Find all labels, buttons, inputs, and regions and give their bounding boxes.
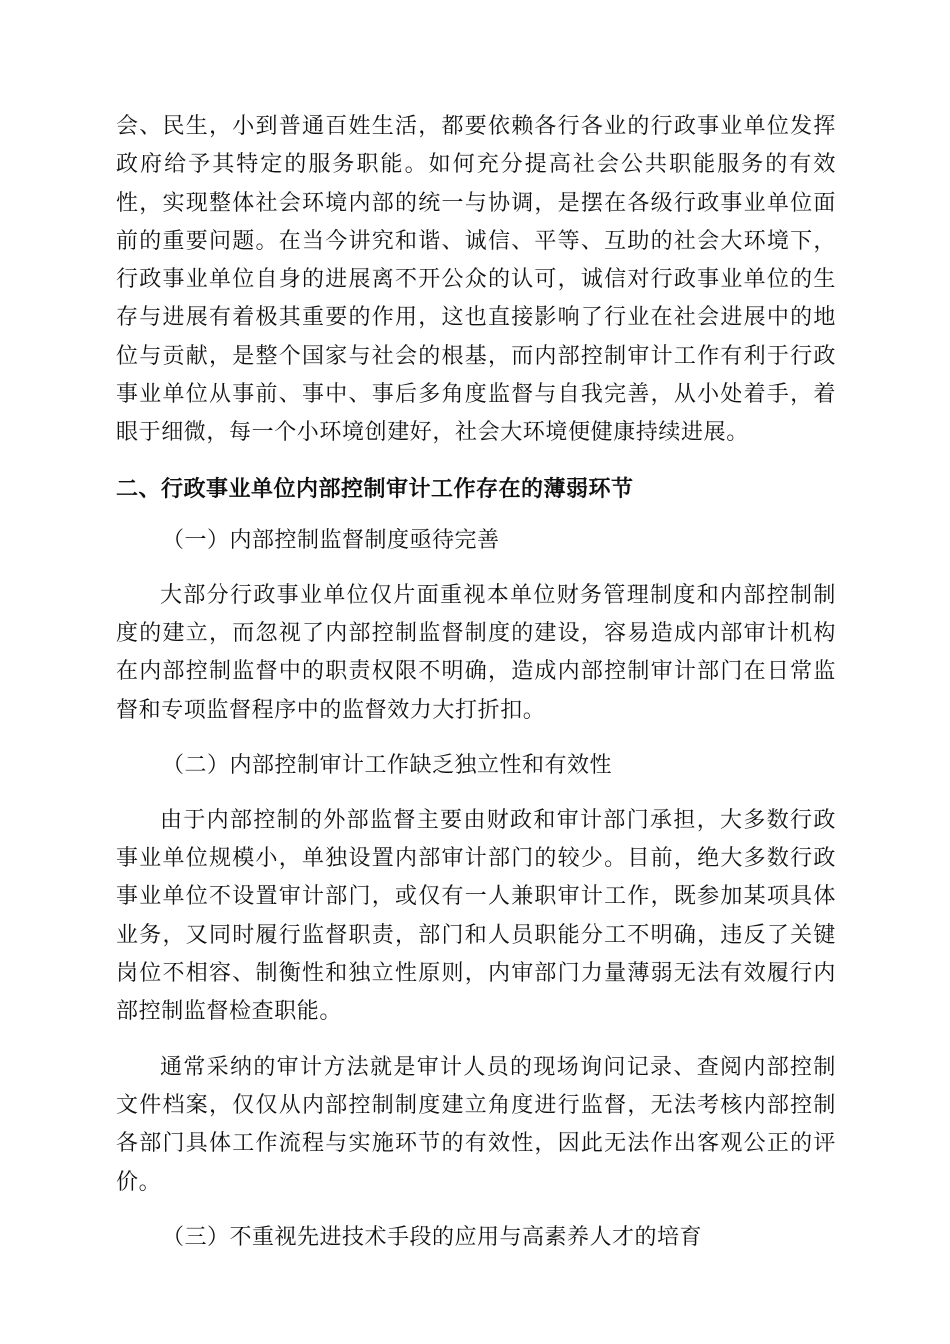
subsection-1-title: （一）内部控制监督制度亟待完善 (162, 527, 500, 553)
section-heading: 二、行政事业单位内部控制审计工作存在的薄弱环节 (116, 475, 634, 502)
intro-paragraph: 会、民生，小到普通百姓生活，都要依赖各行各业的行政事业单位发挥政府给予其特定的服务职能。如何充分提高社会公共职能服务的有效性，实现整体社会环境内部的统一与协调，是摆在各级行政事业单位面前的重要问题。在当今讲究和谐、诚信、平等、互助的社会大环境下，行政事业单位自身的进展离不开公众的认可，诚信对行政事业单位的生存与进展有着极其重要的作用，这也直接影响了行业在社会进展中的地位与贡献，是整个国家与社会的根基，而内部控制审计工作有利于行政事业单位从事前、事中、事后多角度监督与自我完善，从小处着手，着眼于细微，每一个小环境创建好，社会大环境便健康持续进展。 (116, 114, 836, 446)
subsection-2-paragraph-2: 通常采纳的审计方法就是审计人员的现场询问记录、查阅内部控制文件档案，仅仅从内部控制制度建立角度进行监督，无法考核内部控制各部门具体工作流程与实施环节的有效性，因此无法作出客观公正的评价。 (116, 1054, 836, 1195)
subsection-2-title: （二）内部控制审计工作缺乏独立性和有效性 (162, 752, 613, 778)
document-body (116, 108, 836, 1274)
subsection-2-paragraph-1: 由于内部控制的外部监督主要由财政和审计部门承担，大多数行政事业单位规模小，单独设置内部审计部门的较少。目前，绝大多数行政事业单位不设置审计部门，或仅有一人兼职审计工作，既参加某项具体业务，又同时履行监督职责，部门和人员职能分工不明确，违反了关键岗位不相容、制衡性和独立性原则，内审部门力量薄弱无法有效履行内部控制监督检查职能。 (116, 807, 836, 1025)
subsection-3-title: （三）不重视先进技术手段的应用与高素养人才的培育 (162, 1224, 703, 1250)
subsection-1-paragraph: 大部分行政事业单位仅片面重视本单位财务管理制度和内部控制制度的建立，而忽视了内部控制监督制度的建设，容易造成内部审计机构在内部控制监督中的职责权限不明确，造成内部控制审计部门在日常监督和专项监督程序中的监督效力大打折扣。 (116, 582, 836, 723)
